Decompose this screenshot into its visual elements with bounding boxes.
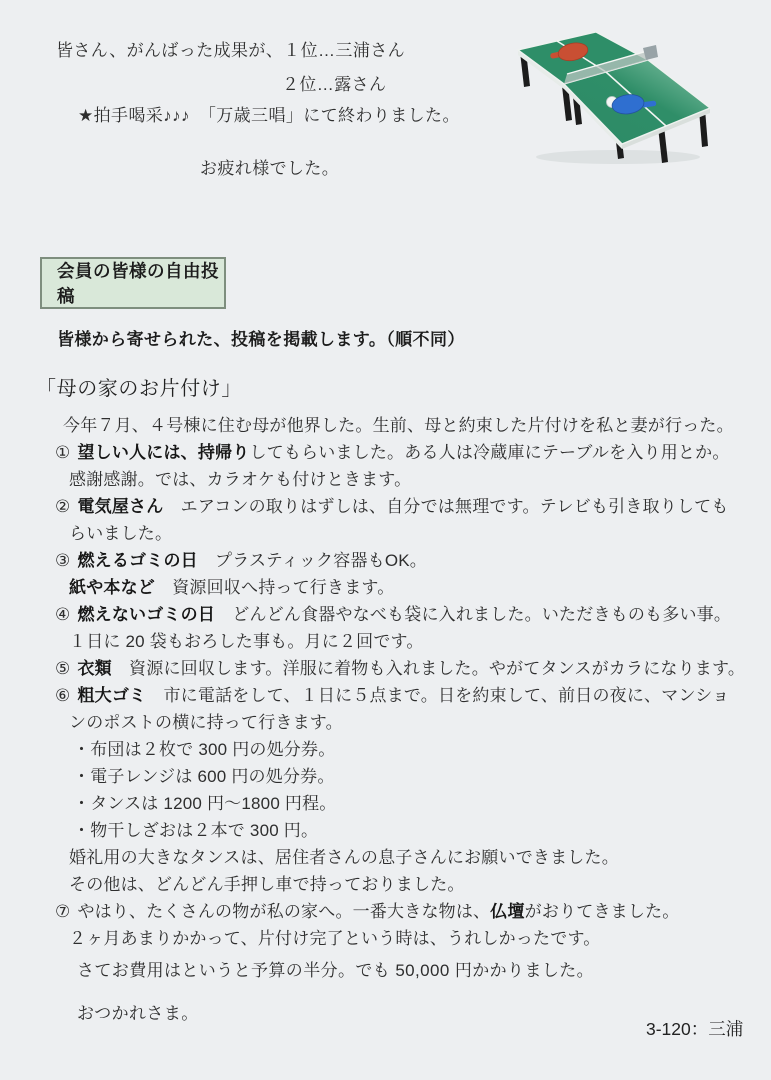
article-item-② <box>55 493 763 520</box>
article-body <box>55 412 763 952</box>
article-text: エアコンの取りはずしは、自分では無理です。テレビも引き取りしても <box>163 497 729 516</box>
article-line <box>55 466 763 493</box>
article-text-bold: 望しい人には、持帰り <box>77 443 250 462</box>
intro-line-results-first: 皆さん、がんばった成果が、１位…三浦さん <box>56 41 406 60</box>
article-text: ２ヶ月あまりかかって、片付け完了という時は、うれしかったです。 <box>69 929 601 948</box>
item-number: ⑥ <box>55 686 71 705</box>
article-text: ・物干しざおは２本で 300 円。 <box>73 821 319 840</box>
intro-line-applause: ★拍手喝采♪♪♪ 「万歳三唱」にて終わりました。 <box>78 106 460 125</box>
article-text: どんどん食器やなべも袋に入れました。いただきものも多い事。 <box>215 605 732 624</box>
article-item-⑥ <box>55 682 763 709</box>
article-item-③ <box>55 547 763 574</box>
article-line <box>55 925 763 952</box>
article-line <box>55 871 763 898</box>
article-text-bold: 燃えるゴミの日 <box>77 551 198 570</box>
article-text: ・タンスは 1200 円～1800 円程。 <box>73 794 337 813</box>
article-text: ンのポストの横に持って行きます。 <box>69 713 343 732</box>
article-text-bold: 衣類 <box>77 659 112 678</box>
item-number: ③ <box>55 551 71 570</box>
article-line <box>55 520 763 547</box>
closing-thanks-line: おつかれさま。 <box>77 1004 199 1023</box>
article-line <box>55 709 763 736</box>
item-number: ④ <box>55 605 71 624</box>
article-text: ・布団は２枚で 300 円の処分券。 <box>73 740 336 759</box>
item-number: ⑦ <box>55 902 71 921</box>
article-item-④ <box>55 601 763 628</box>
article-text: 感謝感謝。では、カラオケも付けときます。 <box>69 470 412 489</box>
article-text: 市に電話をして、１日に５点まで。日を約束して、前日の夜に、マンショ <box>146 686 730 705</box>
article-text: 資源に回収します。洋服に着物も入れました。やがてタンスがカラになります。 <box>111 659 746 678</box>
article-text-bold: 仏壇 <box>490 902 525 921</box>
article-item-⑦ <box>55 898 763 925</box>
article-text-bold: 粗大ゴミ <box>77 686 147 705</box>
article-line <box>55 817 763 844</box>
article-text: 資源回収へ持って行きます。 <box>155 578 395 597</box>
article-line <box>55 412 763 439</box>
intro-line-thanks: お疲れ様でした。 <box>200 159 340 178</box>
article-text: やはり、たくさんの物が私の家へ。一番大きな物は、 <box>77 902 491 921</box>
intro-line-results-second: ２位…露さん <box>282 75 387 94</box>
closing-cost-line: さてお費用はというと予算の半分。でも 50,000 円かかりました。 <box>77 961 595 980</box>
article-line <box>55 763 763 790</box>
article-text-bold: 燃えないゴミの日 <box>77 605 216 624</box>
ping-pong-table-image <box>506 24 718 166</box>
section-heading-box <box>40 257 226 309</box>
section-heading-label: 会員の皆様の自由投稿 <box>57 261 219 306</box>
article-text: ・電子レンジは 600 円の処分券。 <box>73 767 335 786</box>
article-text-bold: 紙や本など <box>69 578 155 597</box>
article-text: してもらいました。ある人は冷蔵庫にテーブルを入り用とか。 <box>249 443 730 462</box>
article-text: 婚礼用の大きなタンスは、居住者さんの息子さんにお願いできました。 <box>69 848 619 867</box>
article-item-① <box>55 439 763 466</box>
article-text: がおりてきました。 <box>524 902 680 921</box>
article-text: 今年７月、４号棟に住む母が他界した。生前、母と約束した片付けを私と妻が行った。 <box>63 416 734 435</box>
article-text: １日に 20 袋もおろした事も。月に２回です。 <box>69 632 424 651</box>
section-subtitle: 皆様から寄せられた、投稿を掲載します。（順不同） <box>57 330 465 349</box>
article-text-bold: 電気屋さん <box>77 497 164 516</box>
item-number: ① <box>55 443 71 462</box>
article-line <box>55 736 763 763</box>
article-title: 「母の家のお片付け」 <box>36 378 242 400</box>
article-line <box>55 844 763 871</box>
author-id: 3-120：三浦 <box>646 1019 744 1039</box>
item-number: ② <box>55 497 71 516</box>
article-text: らいました。 <box>69 524 173 543</box>
item-number: ⑤ <box>55 659 71 678</box>
article-text: その他は、どんどん手押し車で持っておりました。 <box>69 875 465 894</box>
article-line <box>55 574 763 601</box>
article-line <box>55 790 763 817</box>
article-text: プラスティック容器もOK。 <box>197 551 428 570</box>
article-item-⑤ <box>55 655 763 682</box>
article-line <box>55 628 763 655</box>
